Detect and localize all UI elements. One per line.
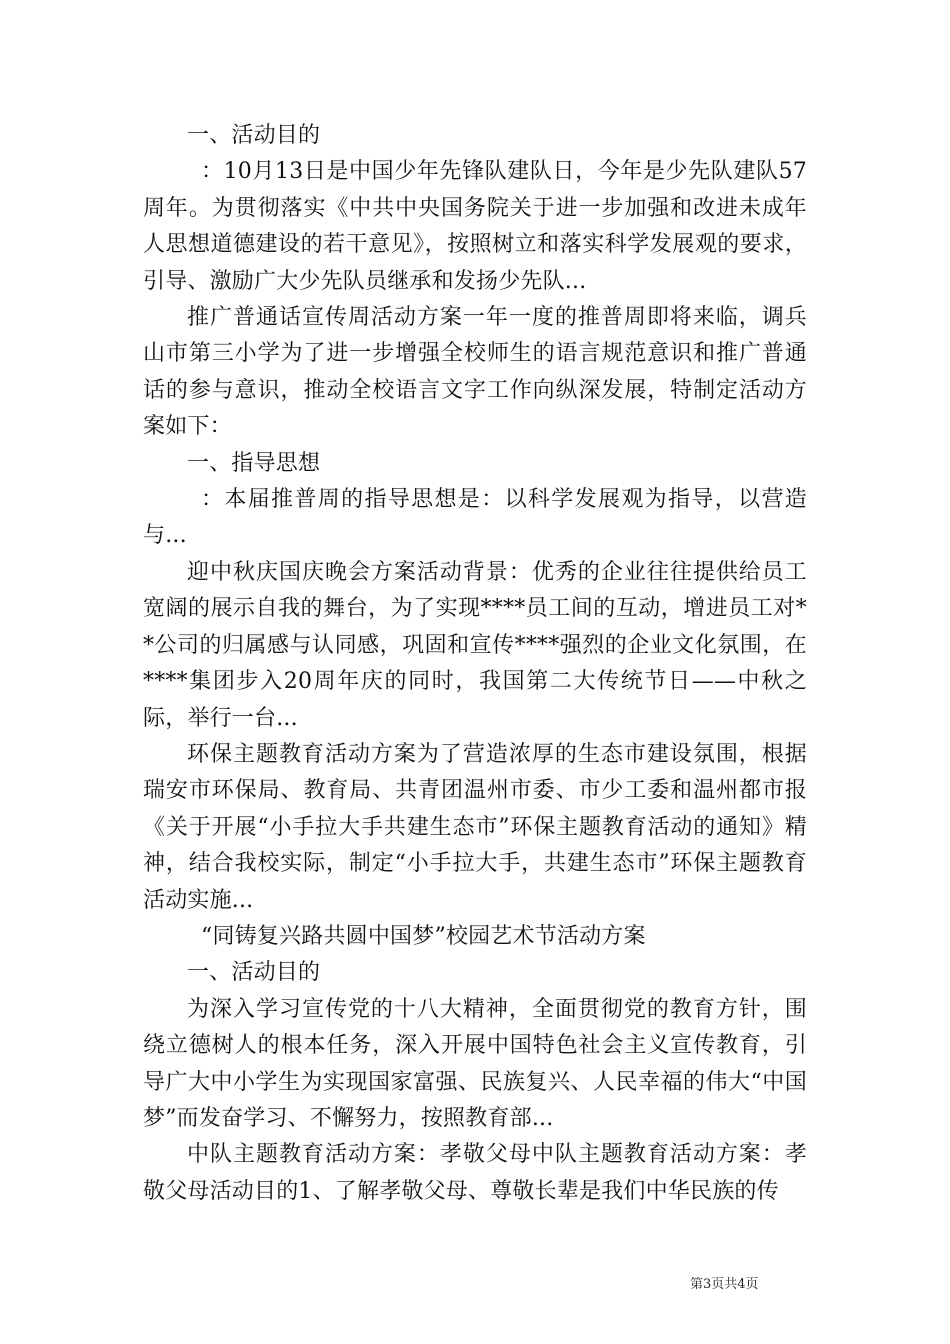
section-heading-activity-purpose-2: 一、活动目的 bbox=[187, 960, 321, 986]
paragraph-eighteenth-congress: 为深入学习宣传党的十八大精神，全面贯彻党的教育方针，围绕立德树人的根本任务，深入开展中国特色社会主义宣传教育，引导广大中小学生为实现国家富强、民族复兴、人民幸福的伟大“中国梦”而发奋学习、不懈努力，按照教育部... bbox=[143, 996, 807, 1131]
paragraph-environmental-education: 环保主题教育活动方案为了营造浓厚的生态市建设氛围，根据瑞安市环保局、教育局、共青团温州市委、市少工委和温州都市报《关于开展“小手拉大手共建生态市”环保主题教育活动的通知》精神，结合我校实际，制定“小手拉大手，共建生态市”环保主题教育活动实施... bbox=[143, 741, 807, 913]
document-body bbox=[143, 118, 807, 1210]
page-number-footer: 第3页共4页 bbox=[690, 1277, 759, 1292]
paragraph-filial-piety: 中队主题教育活动方案：孝敬父母中队主题教育活动方案：孝敬父母活动目的1、了解孝敬父母、尊敬长辈是我们中华民族的传 bbox=[143, 1142, 807, 1204]
paragraph-mid-autumn-gala: 迎中秋庆国庆晚会方案活动背景：优秀的企业往往提供给员工宽阔的展示自我的舞台，为了实现****员工间的互动，增进员工对**公司的归属感与认同感，巩固和宣传****强烈的企业文化氛围，在****集团步入20周年庆的同时，我国第二大传统节日——中秋之际，举行一台... bbox=[143, 559, 807, 731]
section-heading-guiding-ideology: 一、指导思想 bbox=[187, 450, 321, 476]
paragraph-guiding-ideology: ：本届推普周的指导思想是：以科学发展观为指导，以营造与... bbox=[143, 487, 807, 549]
paragraph-art-festival-title: “同铸复兴路共圆中国梦”校园艺术节活动方案 bbox=[201, 923, 646, 949]
section-heading-activity-purpose: 一、活动目的 bbox=[187, 123, 321, 148]
paragraph-pioneers-day: ：10月13日是中国少年先锋队建队日，今年是少先队建队57周年。为贯彻落实《中共中央国务院关于进一步加强和改进未成年人思想道德建设的若干意见》，按照树立和落实科学发展观的要求，引导、激励广大少先队员继承和发扬少先队... bbox=[143, 159, 807, 294]
paragraph-putonghua-week: 推广普通话宣传周活动方案一年一度的推普周即将来临，调兵山市第三小学为了进一步增强全校师生的语言规范意识和推广普通话的参与意识，推动全校语言文字工作向纵深发展，特制定活动方案如下： bbox=[143, 305, 807, 440]
